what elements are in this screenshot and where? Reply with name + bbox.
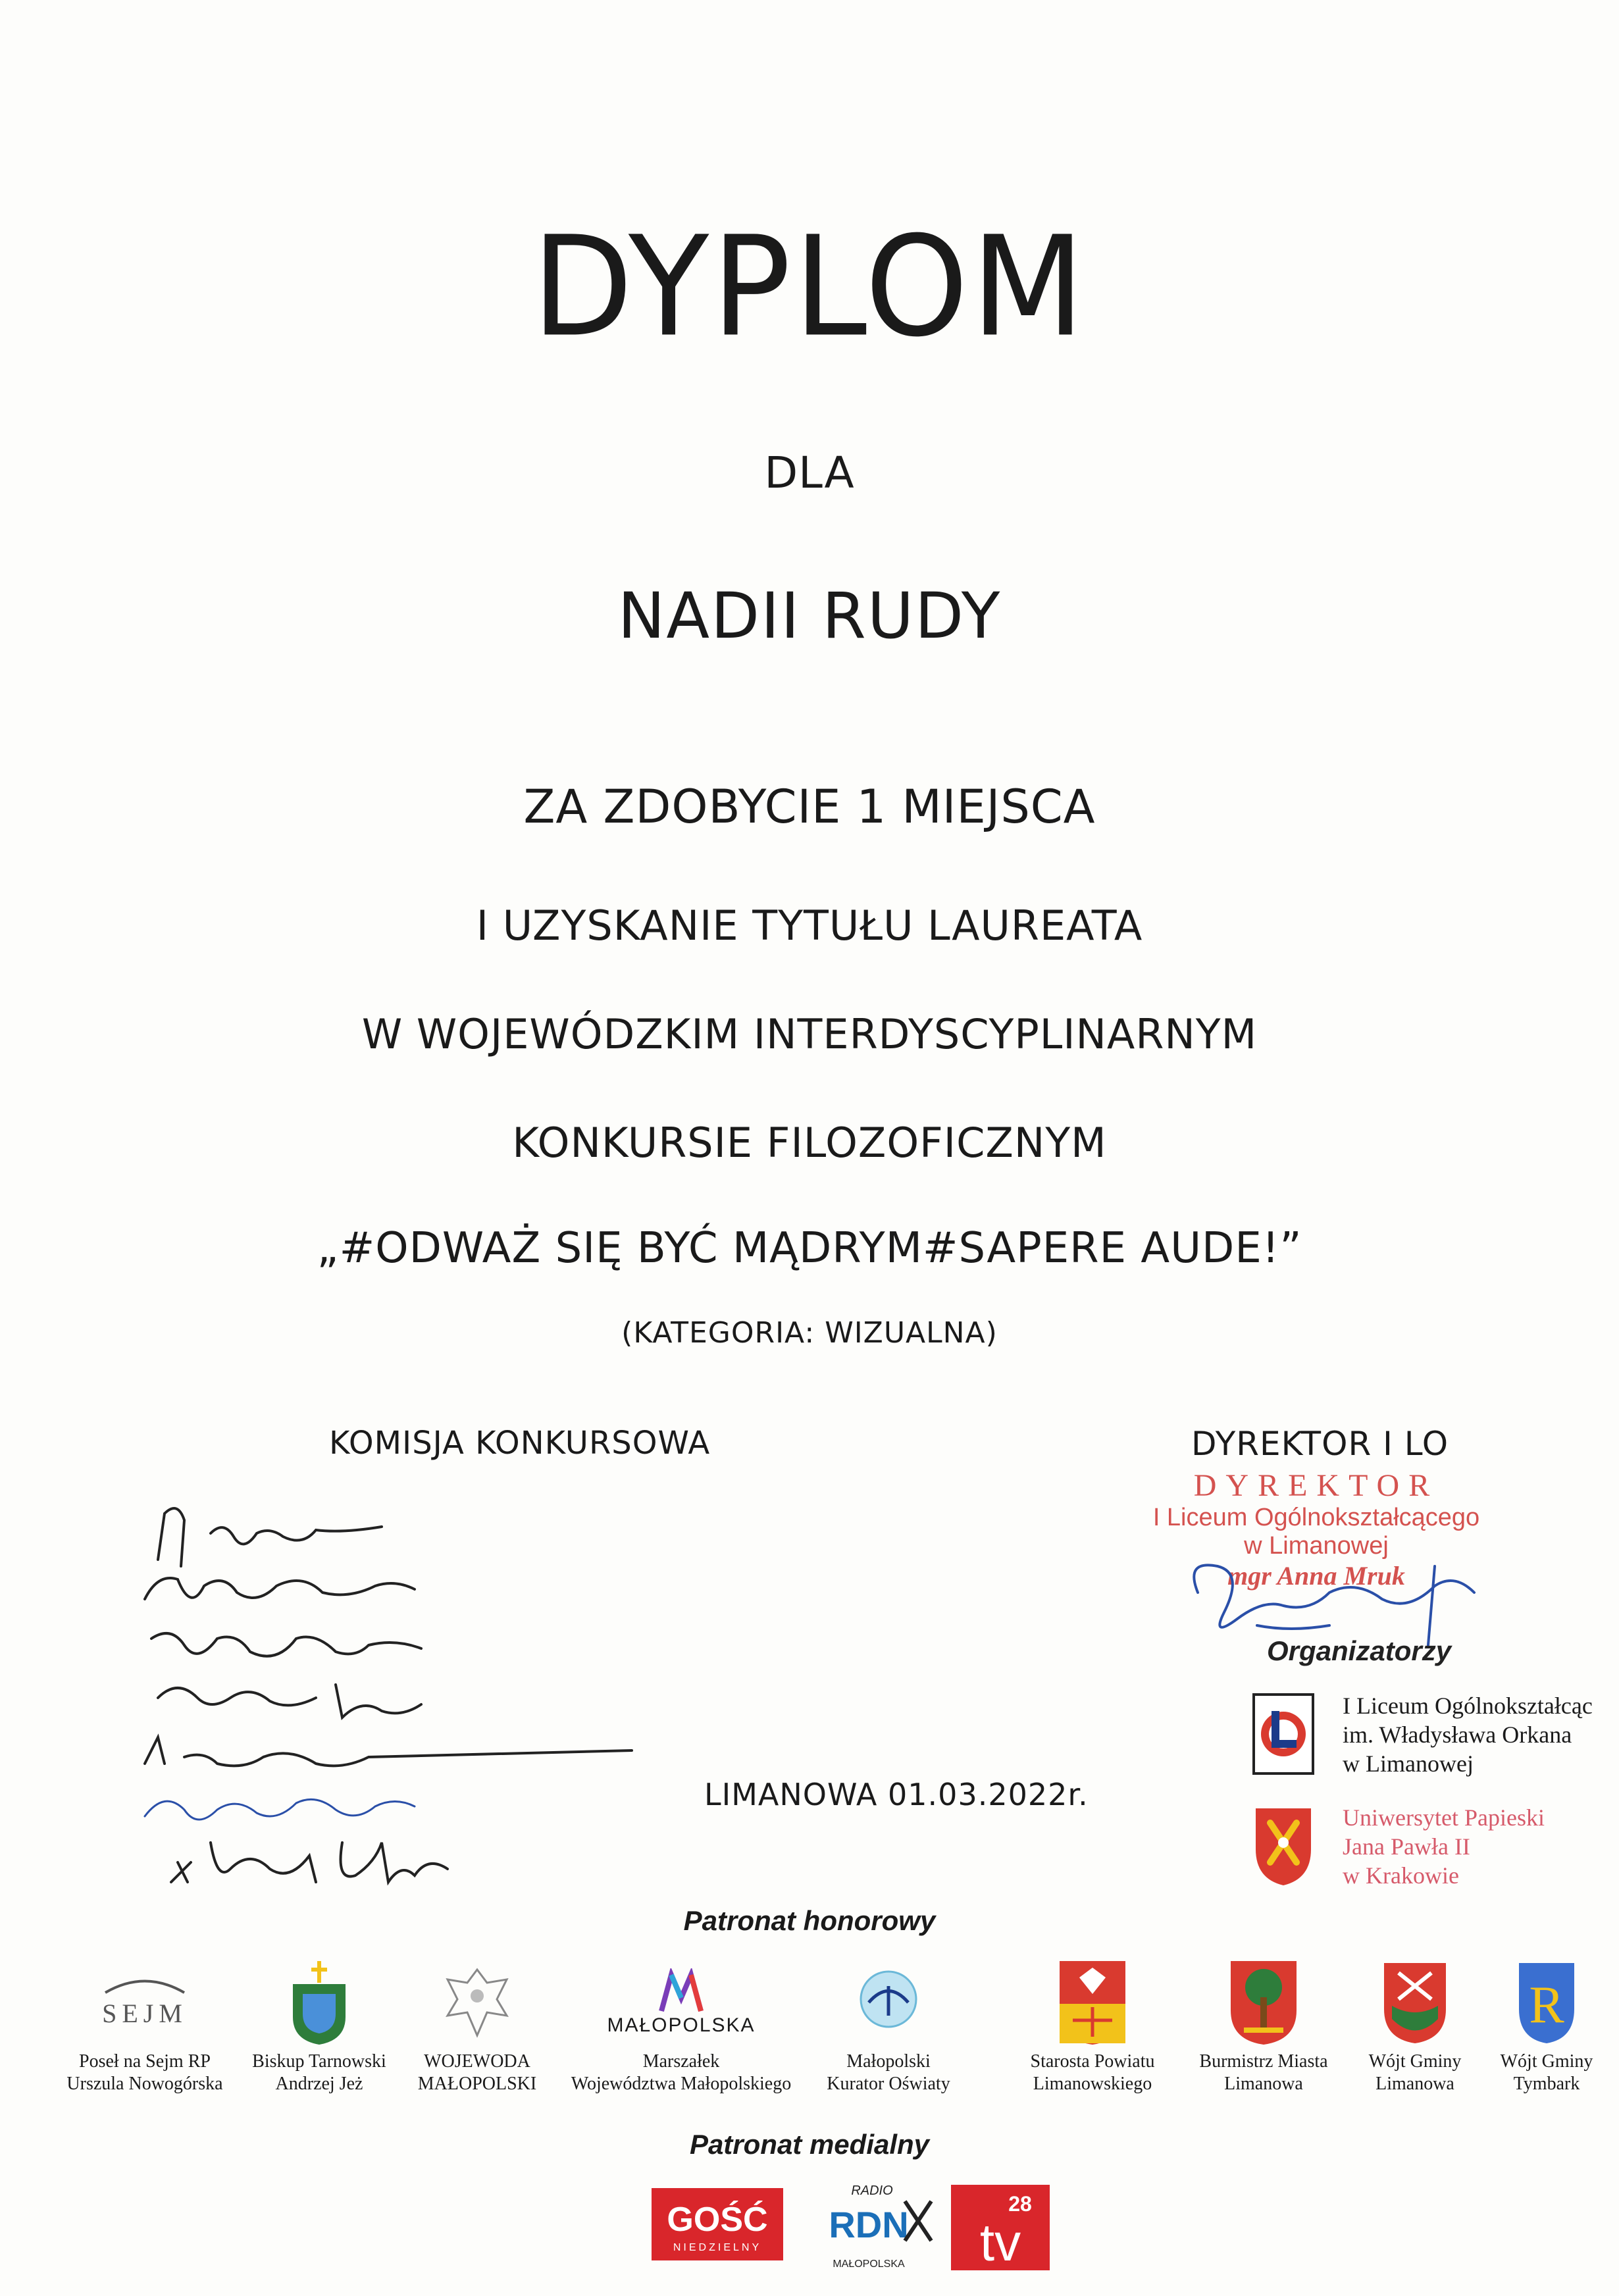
media-patronage-heading: Patronat medialny xyxy=(689,2129,930,2160)
organizer-school-name: I Liceum Ogólnokształcąc xyxy=(1343,1693,1593,1719)
patron-voivode xyxy=(401,1958,553,2116)
stamp-title: DYREKTOR xyxy=(1193,1468,1439,1503)
committee-signatures xyxy=(118,1474,645,1895)
award-line-2: I UZYSKANIE TYTUŁU LAUREATA xyxy=(476,902,1143,950)
category: (KATEGORIA: WIZUALNA) xyxy=(621,1316,998,1350)
patron-burmistrz xyxy=(1178,1958,1349,2116)
patron-4-line2: Województwa Małopolskiego xyxy=(571,2074,792,2094)
signature-3 xyxy=(151,1633,421,1656)
patron-6-line1: Starosta Powiatu xyxy=(1030,2051,1155,2072)
organizer-university-sub: Jana Pawła II xyxy=(1343,1833,1470,1860)
patron-7-line2: Limanowa xyxy=(1224,2074,1303,2094)
patron-5-line1: Małopolski xyxy=(846,2051,931,2072)
signature-1 xyxy=(158,1508,382,1566)
patron-4-line1: Marszałek xyxy=(642,2051,720,2072)
organizer-university xyxy=(1250,1803,1619,1902)
patron-wojt-limanowa xyxy=(1349,1958,1481,2116)
sejm-logo-icon xyxy=(86,1966,204,2039)
organizer-school-sub: im. Władysława Orkana xyxy=(1343,1722,1572,1748)
director-label: DYREKTOR I LO xyxy=(1191,1425,1449,1463)
organizer-university-name: Uniwersytet Papieski xyxy=(1343,1804,1545,1831)
gosc-logo-text: GOŚĆ xyxy=(667,2201,768,2239)
tymbark-crest-icon xyxy=(1514,1960,1580,2045)
signature-4 xyxy=(158,1685,421,1718)
limanowa-crest-icon xyxy=(1224,1958,1303,2047)
signature-7 xyxy=(171,1843,448,1882)
powiat-crest-icon xyxy=(1053,1958,1132,2047)
tv-logo-number: 28 xyxy=(1008,2192,1032,2216)
radio-logo-top: RADIO xyxy=(851,2183,893,2198)
patron-bishop xyxy=(237,1958,401,2116)
patron-wojt-tymbark xyxy=(1481,1958,1612,2116)
diploma-title: DYPLOM xyxy=(531,207,1088,368)
bishop-crest-icon xyxy=(280,1958,359,2047)
patron-2-line1: Biskup Tarnowski xyxy=(252,2051,386,2072)
award-line-4: KONKURSIE FILOZOFICZNYM xyxy=(512,1119,1107,1167)
patron-3-line1: WOJEWODA xyxy=(424,2051,530,2072)
place-date: LIMANOWA 01.03.2022r. xyxy=(704,1777,1089,1812)
recipient-name: NADII RUDY xyxy=(617,579,1002,653)
patron-7-line1: Burmistrz Miasta xyxy=(1199,2051,1328,2072)
patron-1-line1: Poseł na Sejm RP xyxy=(79,2051,211,2072)
eagle-emblem-icon xyxy=(441,1963,513,2042)
gmina-limanowa-crest-icon xyxy=(1379,1960,1451,2045)
patron-6-line2: Limanowskiego xyxy=(1033,2074,1152,2094)
patron-2-line2: Andrzej Jeż xyxy=(275,2074,363,2094)
malopolska-logo-text: MAŁOPOLSKA xyxy=(607,2014,756,2036)
gosc-logo-subtext: NIEDZIELNY xyxy=(673,2242,762,2253)
radio-logo-bottom: MAŁOPOLSKA xyxy=(833,2258,905,2270)
patron-3-line2: MAŁOPOLSKI xyxy=(417,2074,537,2094)
svg-text:R: R xyxy=(1529,1976,1564,2034)
patron-9-line2: Tymbark xyxy=(1513,2074,1580,2094)
patron-9-line1: Wójt Gminy xyxy=(1500,2051,1593,2072)
patron-1-line2: Urszula Nowogórska xyxy=(66,2074,223,2094)
signature-6 xyxy=(145,1799,415,1820)
patron-marshal xyxy=(553,1958,810,2116)
stamp-city: w Limanowej xyxy=(1244,1532,1389,1560)
patron-5-line2: Kurator Oświaty xyxy=(827,2074,950,2094)
honorary-patronage-heading: Patronat honorowy xyxy=(683,1905,936,1936)
radio-rdn-logo-icon xyxy=(800,2175,938,2274)
radio-logo-text: RDN xyxy=(829,2204,909,2245)
award-line-3: W WOJEWÓDZKIM INTERDYSCYPLINARNYM xyxy=(361,1010,1258,1058)
sejm-logo-text: SEJM xyxy=(102,1998,188,2028)
patron-sejm xyxy=(46,1958,244,2116)
patron-kurator xyxy=(810,1958,967,2116)
patron-starosta xyxy=(1007,1958,1178,2116)
stamp-person: mgr Anna Mruk xyxy=(1227,1561,1405,1591)
patron-8-line1: Wójt Gminy xyxy=(1368,2051,1462,2072)
organizers-heading: Organizatorzy xyxy=(1267,1635,1452,1666)
diploma-for: DLA xyxy=(764,447,855,498)
malopolska-logo-icon xyxy=(655,1968,707,2014)
tv-logo-text: tv xyxy=(979,2213,1021,2272)
organizer-school xyxy=(1250,1691,1619,1790)
committee-label: KOMISJA KONKURSOWA xyxy=(329,1425,711,1462)
signature-5 xyxy=(145,1737,632,1766)
tv28-logo-icon xyxy=(951,2175,1050,2274)
organizer-school-loc: w Limanowej xyxy=(1343,1750,1474,1777)
contest-motto: „#ODWAŻ SIĘ BYĆ MĄDRYM#SAPERE AUDE!” xyxy=(317,1224,1302,1273)
gosc-niedzielny-logo-icon xyxy=(652,2175,783,2274)
patron-8-line2: Limanowa xyxy=(1375,2074,1454,2094)
signature-2 xyxy=(145,1578,415,1599)
kurator-logo-icon xyxy=(846,1966,931,2039)
organizer-university-loc: w Krakowie xyxy=(1343,1862,1459,1889)
award-line-1: ZA ZDOBYCIE 1 MIEJSCA xyxy=(523,780,1096,834)
university-crest-icon xyxy=(1250,1803,1316,1889)
school-logo-icon xyxy=(1250,1691,1316,1777)
stamp-school: I Liceum Ogólnokształcącego xyxy=(1152,1504,1480,1531)
